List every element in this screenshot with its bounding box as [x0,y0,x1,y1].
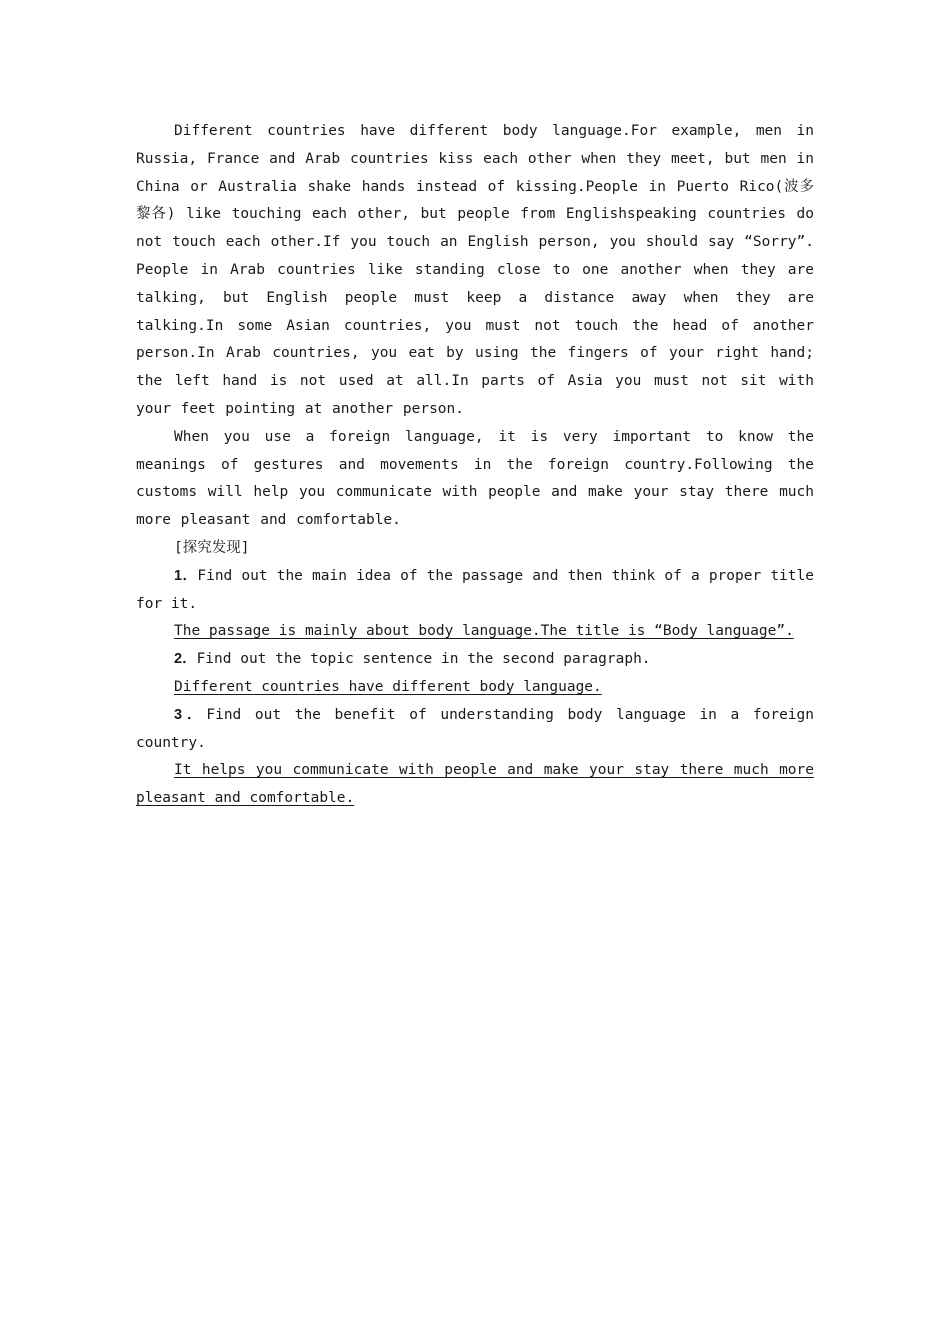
answer-text: It helps you communicate with people and make your stay there much more pleasant and comfortable. [136,762,814,807]
question-number: 2． [174,651,197,668]
question-text: Find out the main idea of the passage and then think of a proper title for it. [136,567,814,612]
answer-3 [136,757,814,813]
answer-2 [136,674,814,702]
section-label: [探究发现] [174,539,250,556]
passage-paragraph-1: Different countries have different body language.For example, men in Russia, France and Arab countries kiss each other when they meet, but men in China or Australia shake hands instead of kissing.People in Puerto Rico(波多黎各) like touching each other, but people from Englishspeaking countries do not touch each other.If you touch an English person, you should say “Sorry”. People in Arab countries like standing close to one another when they are talking, but English people must keep a distance away when they are talking.In some Asian countries, you must not touch the head of another person.In Arab countries, you eat by using the fingers of your right hand; the left hand is not used at all.In parts of Asia you must not sit with your feet pointing at another person. [136,123,814,417]
question-3 [136,702,814,758]
answer-text: The passage is mainly about body language.The title is “Body language”. [174,623,794,640]
question-2 [136,646,814,674]
document-page [136,118,814,813]
question-1 [136,563,814,619]
question-text: Find out the benefit of understanding body language in a foreign country. [136,706,814,751]
question-number: 3． [174,706,207,723]
question-number: 1． [174,567,198,584]
passage-paragraph-2: When you use a foreign language, it is very important to know the meanings of gestures and movements in the foreign country.Following the customs will help you communicate with people and make your stay there much more pleasant and comfortable. [136,428,814,529]
answer-1 [136,618,814,646]
question-text: Find out the topic sentence in the second paragraph. [196,651,651,668]
answer-text: Different countries have different body language. [174,678,602,695]
